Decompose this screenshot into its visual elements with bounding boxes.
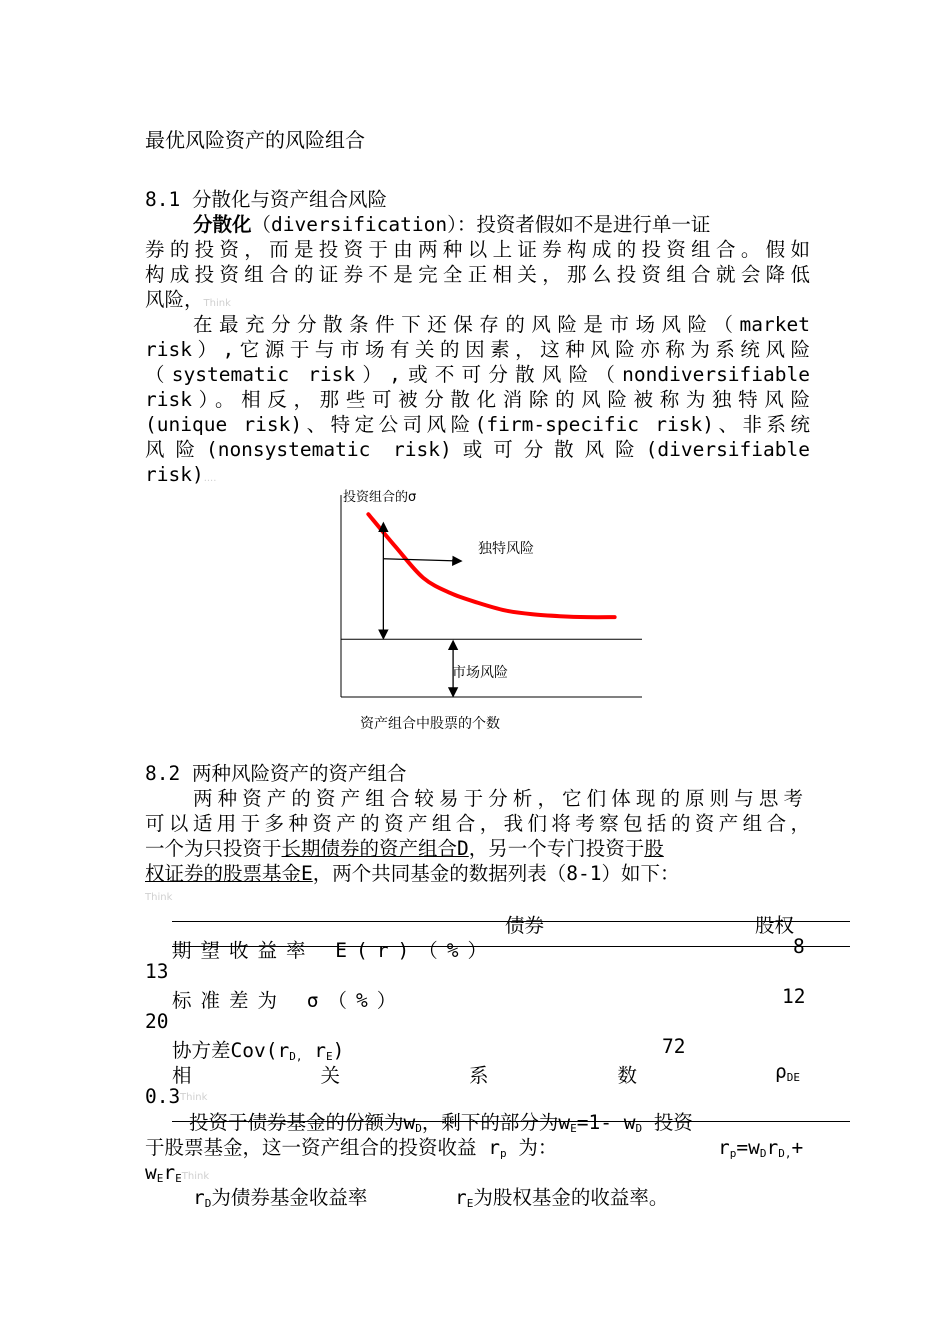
para1-line1-text: （diversification）：投资者假如不是进行单一证 xyxy=(251,213,711,236)
faint-mark-3: Think xyxy=(145,892,173,903)
rd-r: r xyxy=(193,1186,205,1209)
formula-eq-w: =w xyxy=(736,1136,760,1159)
s82-line3 xyxy=(145,836,810,861)
row-correlation-value: 0.3 xyxy=(145,1085,181,1108)
row-stddev-equity: 20 xyxy=(145,1010,169,1033)
formula-d2: D, xyxy=(778,1147,792,1160)
row-expected-return-label: 期望收益率 E(r)（%） xyxy=(172,939,496,962)
re-sub: E xyxy=(466,1197,474,1210)
para2-line6: 风险(nonsystematic risk)或可分散风险(diversifiable xyxy=(145,438,810,461)
re-desc: 为股权基金的收益率。 xyxy=(473,1186,669,1209)
cov-mid: r xyxy=(302,1039,326,1062)
after-line4-right xyxy=(455,1185,668,1216)
row-covariance-value: 72 xyxy=(662,1035,686,1058)
s82-line2: 可以适用于多种资产的资产组合，我们将考察包括的资产组合， xyxy=(145,812,810,835)
after-line2-b: 为： xyxy=(506,1136,558,1159)
para1-line2: 券的投资，而是投资于由两种以上证券构成的投资组合。假如 xyxy=(145,238,810,261)
section-8-1-heading: 8.1 分散化与资产组合风险 xyxy=(145,188,387,211)
rd-sub: D xyxy=(204,1197,212,1210)
para2-line3: （systematic risk）,或不可分散风险（nondiversifiable xyxy=(145,363,810,386)
unique-risk-pointer-arrow xyxy=(383,559,460,561)
faint-mark-5: Think xyxy=(181,1171,210,1182)
para1-line1 xyxy=(193,212,810,237)
cov-sub-d: D, xyxy=(289,1050,303,1063)
x-axis-label: 资产组合中股票的个数 xyxy=(360,716,500,732)
rp-sub: p xyxy=(499,1147,507,1160)
portfolio-sigma-curve xyxy=(368,514,614,617)
risk-diversification-chart xyxy=(330,483,660,743)
after-line3-r: r xyxy=(163,1161,176,1184)
para2-line5: (unique risk)、特定公司风险(firm-specific risk)、非系统 xyxy=(145,413,810,436)
row-stddev-label: 标准差为 σ（%） xyxy=(172,989,406,1012)
row-covariance-label xyxy=(172,1035,344,1063)
equity-fund-e: 权证券的股票基金E xyxy=(145,862,313,885)
after-line1-a: 投资于债券基金的份额为w xyxy=(189,1111,416,1134)
market-risk-label: 市场风险 xyxy=(452,665,508,681)
after-line1-b: ，剩下的部分为w xyxy=(421,1111,571,1134)
section-8-2-heading: 8.2 两种风险资产的资产组合 xyxy=(145,762,407,785)
equity-fund-start: 股 xyxy=(644,837,664,860)
cov-sub-e: E xyxy=(325,1050,333,1063)
faint-mark-2: .... xyxy=(203,473,217,484)
after-line4 xyxy=(193,1185,367,1216)
para2-line7-text: risk) xyxy=(145,463,204,486)
rho-sub: DE xyxy=(786,1071,800,1084)
s82-line4-b: ，两个共同基金的数据列表（8-1）如下： xyxy=(312,862,680,885)
formula-plus: + xyxy=(791,1136,804,1159)
after-line3-w: w xyxy=(145,1161,157,1184)
re-r: r xyxy=(455,1186,467,1209)
row-stddev-bond: 12 xyxy=(782,985,806,1008)
para2-line4: risk）。相反，那些可被分散化消除的风险被称为独特风险 xyxy=(145,388,810,411)
bond-portfolio-d: 长期债券的资产组合D xyxy=(281,837,469,860)
s82-line3-b: ，另一个专门投资于 xyxy=(468,837,645,860)
row-expected-return-bond: 8 xyxy=(793,935,805,958)
s82-line1: 两种资产的资产组合较易于分析，它们体现的原则与思考 xyxy=(193,787,803,810)
after-line3-sub-e: E xyxy=(156,1172,164,1185)
para1-line4-text: 风险， xyxy=(145,288,204,311)
header-bond: 债券 xyxy=(505,914,545,937)
formula-r2: r xyxy=(766,1136,779,1159)
after-line1-d: 投资 xyxy=(642,1111,693,1134)
after-line3-sub-e2: E xyxy=(175,1172,182,1185)
formula-p: p xyxy=(729,1147,737,1160)
cov-label-text: 协方差Cov(r xyxy=(172,1039,290,1062)
page-title: 最优风险资产的风险组合 xyxy=(145,128,365,152)
wd-sub: D xyxy=(415,1122,422,1135)
formula-r: r xyxy=(718,1136,730,1159)
y-axis-label: 投资组合的σ xyxy=(343,490,417,505)
after-line2-a: 于股票基金，这一资产组合的投资收益 r xyxy=(145,1136,500,1159)
rho-symbol: ρ xyxy=(775,1060,787,1083)
para2-line1: 在最充分分散条件下还保存的风险是市场风险（market xyxy=(193,313,810,336)
row-correlation-symbol xyxy=(775,1060,800,1084)
faint-mark-1: Think xyxy=(203,298,231,309)
para2-line2: risk）,它源于与市场有关的因素，这种风险亦称为系统风险 xyxy=(145,338,810,361)
row-expected-return-equity: 13 xyxy=(145,960,169,983)
wd-sub-2: D xyxy=(635,1122,643,1135)
faint-mark-4: Think xyxy=(180,1092,208,1103)
term-diversification: 分散化 xyxy=(193,213,252,236)
we-sub: E xyxy=(570,1122,577,1135)
unique-risk-label: 独特风险 xyxy=(478,541,534,557)
formula-d: D xyxy=(759,1147,767,1160)
after-line1-c: =1- w xyxy=(576,1111,636,1134)
header-equity: 股权 xyxy=(755,914,795,937)
s82-line4 xyxy=(145,861,810,886)
rd-desc: 为债券基金收益率 xyxy=(211,1186,368,1209)
row-correlation-label: 相关系数 xyxy=(172,1064,767,1087)
para1-line3: 构成投资组合的证券不是完全正相关，那么投资组合就会降低 xyxy=(145,263,810,286)
s82-line3-a: 一个为只投资于 xyxy=(145,837,282,860)
cov-end: ) xyxy=(332,1039,345,1062)
